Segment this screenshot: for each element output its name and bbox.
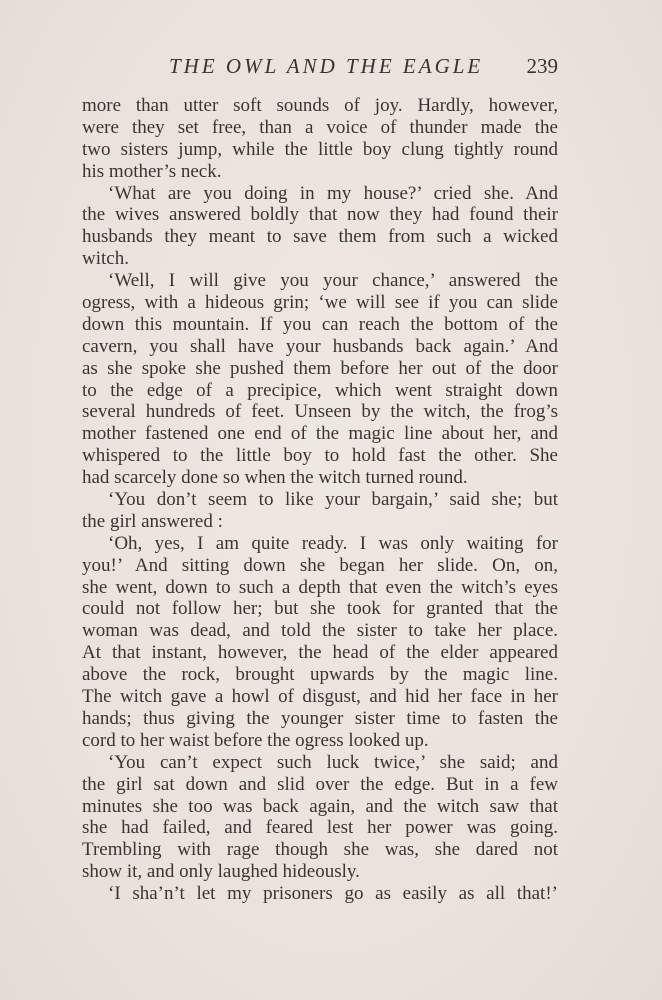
text-line: she had failed, and feared lest her power was going. xyxy=(82,817,558,839)
text-line: more than utter soft sounds of joy. Hardly, however, xyxy=(82,95,558,116)
text-line: witch. xyxy=(82,248,129,270)
text-line: ‘Well, I will give you your chance,’ answered the xyxy=(108,270,558,292)
text-line: above the rock, brought upwards by the magic line. xyxy=(82,664,558,686)
text-line: ‘You don’t seem to like your bargain,’ said she; but xyxy=(108,489,558,511)
text-line: the girl sat down and slid over the edge. But in a few xyxy=(82,773,558,795)
text-line: Trembling with rage though she was, she dared not xyxy=(82,839,558,861)
text-line: two sisters jump, while the little boy clung tightly round xyxy=(82,138,558,160)
text-line: husbands they meant to save them from such a wicked xyxy=(82,226,558,248)
text-line: ‘What are you doing in my house?’ cried she. And xyxy=(108,182,558,204)
text-line: were they set free, than a voice of thunder made the xyxy=(82,116,558,138)
text-line: several hundreds of feet. Unseen by the witch, the frog’s xyxy=(82,401,558,423)
text-line: cord to her waist before the ogress looked up. xyxy=(82,729,429,751)
text-line: show it, and only laughed hideously. xyxy=(82,861,360,883)
text-line: minutes she too was back again, and the witch saw that xyxy=(82,795,558,817)
body-text xyxy=(82,95,558,905)
text-line: mother fastened one end of the magic line about her, and xyxy=(82,423,558,445)
text-line: hands; thus giving the younger sister time to fasten the xyxy=(82,707,558,729)
text-line: the wives answered boldly that now they had found their xyxy=(82,204,558,226)
text-line: down this mountain. If you can reach the bottom of the xyxy=(82,313,558,335)
text-line: ‘Oh, yes, I am quite ready. I was only waiting for xyxy=(108,532,558,554)
text-line: the girl answered : xyxy=(82,510,223,532)
text-line: ogress, with a hideous grin; ‘we will see if you can slide xyxy=(82,292,558,314)
text-line: as she spoke she pushed them before her out of the door xyxy=(82,357,558,379)
text-line: woman was dead, and told the sister to take her place. xyxy=(82,620,558,642)
running-title: THE OWL AND THE EAGLE xyxy=(169,54,484,78)
text-line: At that instant, however, the head of the elder appeared xyxy=(82,642,558,664)
text-line: ‘You can’t expect such luck twice,’ she said; and xyxy=(108,751,558,773)
text-line: The witch gave a howl of disgust, and hid her face in her xyxy=(82,686,558,708)
text-line: ‘I sha’n’t let my prisoners go as easily as all that!’ xyxy=(108,883,558,905)
text-line: his mother’s neck. xyxy=(82,160,222,182)
page-number: 239 xyxy=(526,54,558,78)
text-line: to the edge of a precipice, which went straight down xyxy=(82,379,558,401)
page-header xyxy=(82,54,558,84)
text-line: had scarcely done so when the witch turned round. xyxy=(82,467,468,489)
text-line: whispered to the little boy to hold fast the other. She xyxy=(82,445,558,467)
text-line: you!’ And sitting down she began her slide. On, on, xyxy=(82,554,558,576)
text-line: could not follow her; but she took for granted that the xyxy=(82,598,558,620)
text-line: she went, down to such a depth that even the witch’s eyes xyxy=(82,576,558,598)
text-line: cavern, you shall have your husbands back again.’ And xyxy=(82,335,558,357)
